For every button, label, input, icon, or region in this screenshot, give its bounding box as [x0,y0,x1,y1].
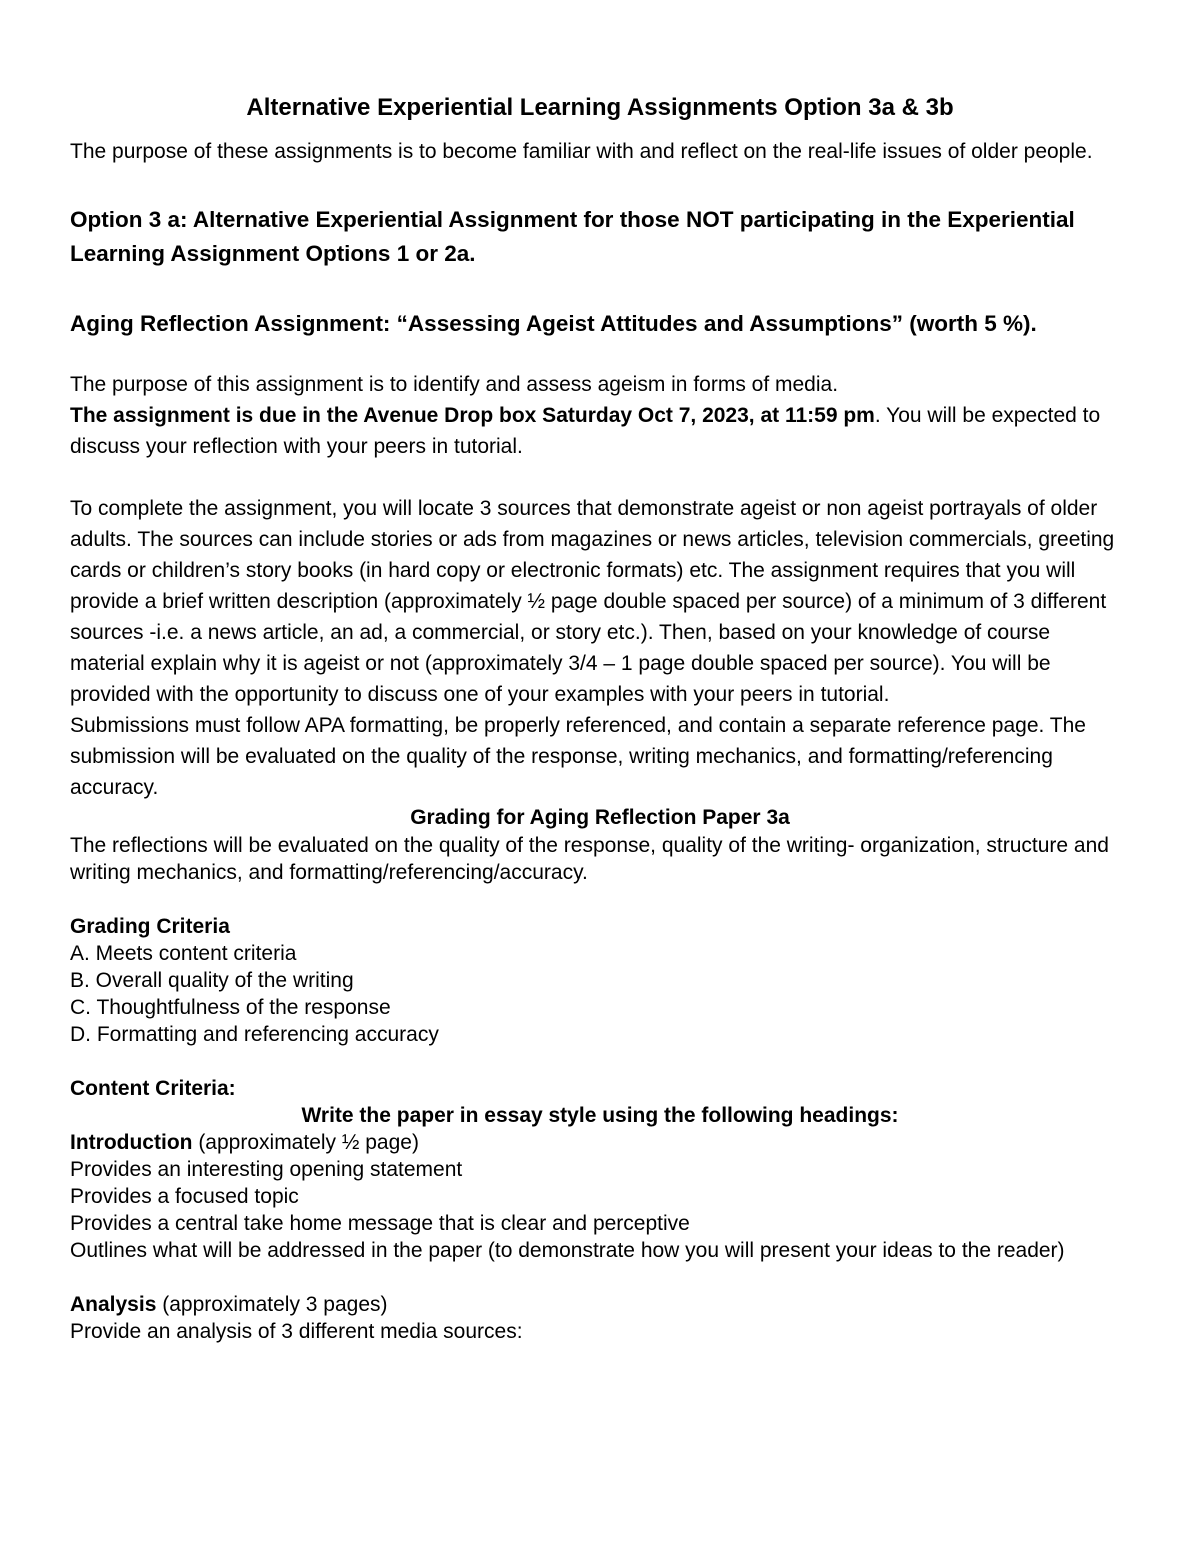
introduction-note: (approximately ½ page) [192,1131,419,1154]
introduction-heading [70,1129,1130,1156]
assignment-purpose: The purpose of this assignment is to identify and assess ageism in forms of media. [70,373,839,396]
document-page [70,92,1130,1345]
due-date-bold: The assignment is due in the Avenue Drop box Saturday Oct 7, 2023, at 11:59 pm [70,404,875,427]
purpose-intro: The purpose of these assignments is to become familiar with and reflect on the real-life issues of older people. [70,140,1093,163]
due-date-rest: . You will be expected to discuss your reflection with your peers in tutorial. [70,404,1101,458]
aging-reflection-heading: Aging Reflection Assignment: “Assessing Ageist Attitudes and Assumptions” (worth 5 %). [70,311,1037,336]
introduction-item: Provides a central take home message that is clear and perceptive [70,1212,690,1235]
criteria-item: A. Meets content criteria [70,942,297,965]
analysis-note: (approximately 3 pages) [156,1293,388,1316]
analysis-heading [70,1291,1130,1318]
essay-instruction: Write the paper in essay style using the following headings: [301,1104,899,1127]
document-title: Alternative Experiential Learning Assignments Option 3a & 3b [246,94,954,121]
criteria-item: C. Thoughtfulness of the response [70,996,391,1019]
grading-criteria-heading: Grading Criteria [70,915,230,938]
submissions-paragraph: Submissions must follow APA formatting, be properly referenced, and contain a separate reference page. The submission will be evaluated on the quality of the response, writing mechanics, and formatting/referencing accuracy. [70,714,1086,799]
content-criteria-heading: Content Criteria: [70,1077,236,1100]
grading-paragraph: The reflections will be evaluated on the quality of the response, quality of the writing- organization, structure and writing mechanics, and formatting/referencing/accuracy. [70,834,1109,884]
introduction-item: Provides a focused topic [70,1185,299,1208]
due-date-paragraph [70,400,1130,462]
introduction-item: Provides an interesting opening statement [70,1158,463,1181]
criteria-item: D. Formatting and referencing accuracy [70,1023,439,1046]
analysis-item: Provide an analysis of 3 different media sources: [70,1320,523,1343]
introduction-item: Outlines what will be addressed in the paper (to demonstrate how you will present your ideas to the reader) [70,1239,1065,1262]
analysis-label: Analysis [70,1293,157,1316]
complete-assignment-paragraph: To complete the assignment, you will locate 3 sources that demonstrate ageist or non ageist portrayals of older adults. The sources can include stories or ads from magazines or news articles, television commercials, greeting cards or children’s story books (in hard copy or electronic formats) etc. The assignment requires that you will provide a brief written description (approximately ½ page double spaced per source) of a minimum of 3 different sources -i.e. a news article, an ad, a commercial, or story etc.). Then, based on your knowledge of course material explain why it is ageist or not (approximately 3/4 – 1 page double spaced per source). You will be provided with the opportunity to discuss one of your examples with your peers in tutorial. [70,497,1115,706]
introduction-label: Introduction [70,1131,193,1154]
criteria-item: B. Overall quality of the writing [70,969,354,992]
grading-heading: Grading for Aging Reflection Paper 3a [410,806,790,829]
option-heading: Option 3 a: Alternative Experiential Assignment for those NOT participating in the Experiential Learning Assignment Options 1 or 2a. [70,207,1075,266]
